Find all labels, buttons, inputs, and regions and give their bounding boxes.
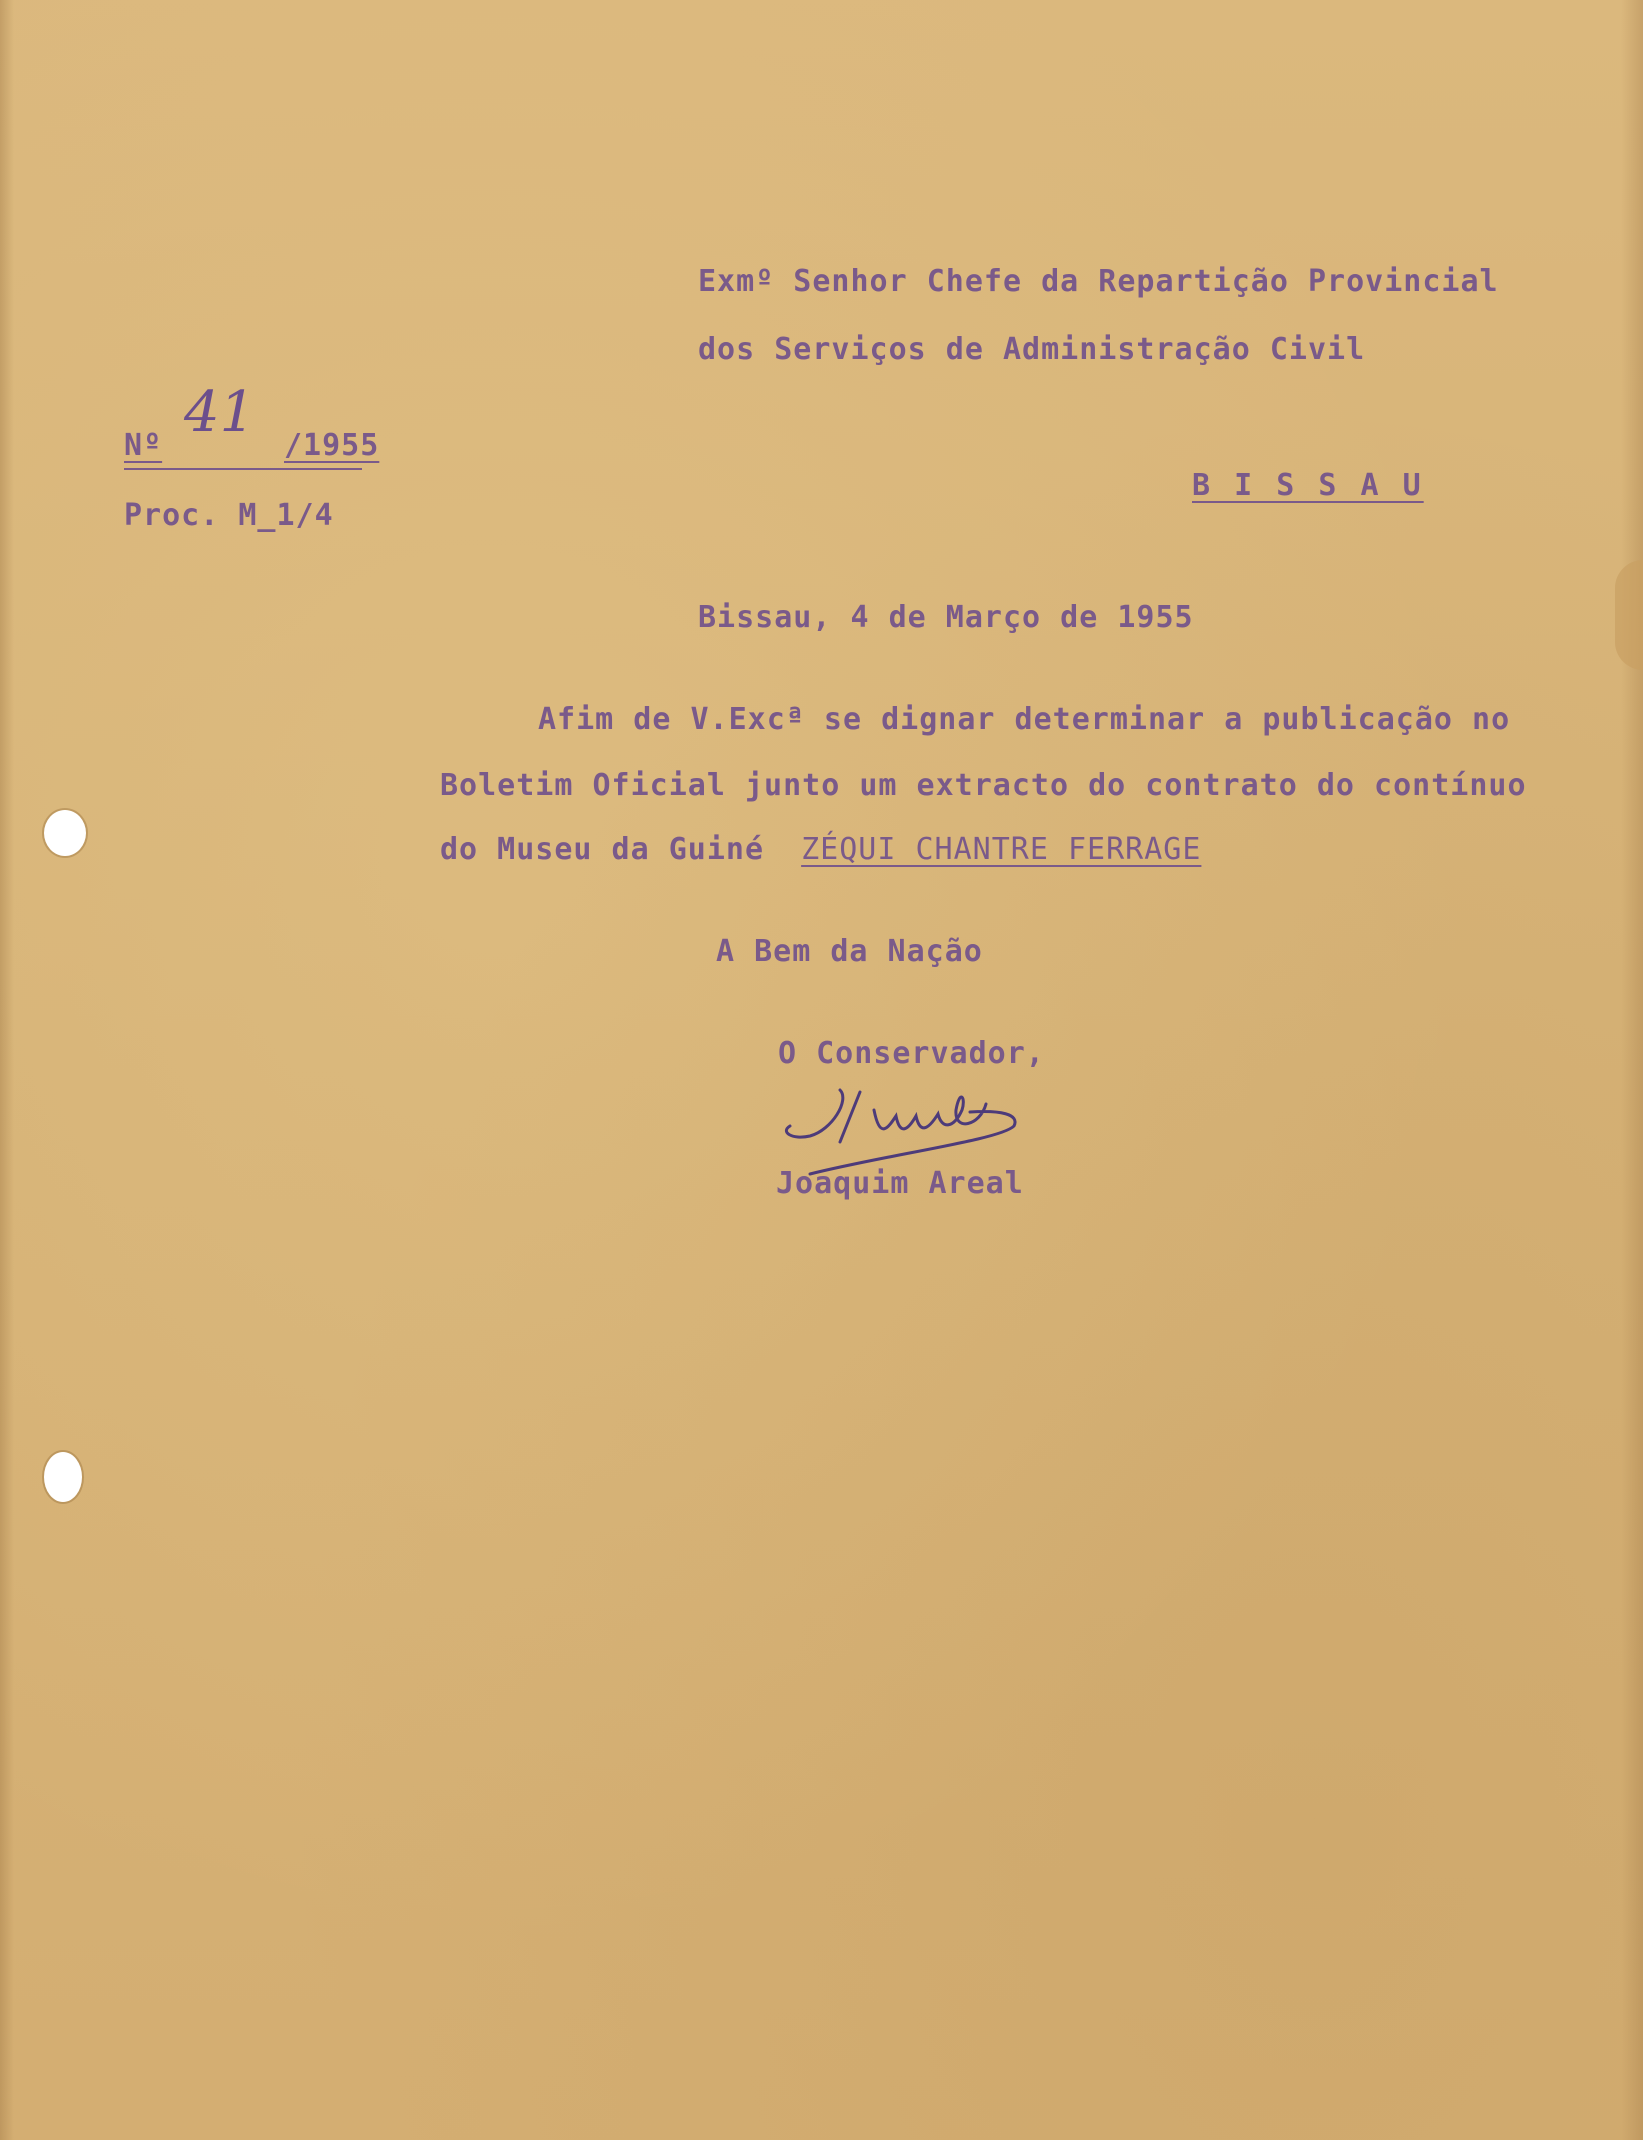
addressee-line-2: dos Serviços de Administração Civil [698,332,1366,367]
employee-name: ZÉQUI CHANTRE FERRAGE [801,832,1202,867]
punch-hole-top [44,810,86,856]
punch-hole-bottom [44,1452,82,1502]
body-line-3-prefix: do Museu da Guiné [440,832,765,867]
body-line-1: Afim de V.Excª se dignar determinar a publicação no [538,702,1511,737]
paper-edge-right [1621,0,1643,2140]
paper-edge-left [0,0,14,2140]
process-reference: Proc. M_1/4 [124,498,334,533]
reference-number-prefix: Nº [124,428,163,463]
body-line-3 [440,832,1201,867]
paper-tear [1615,560,1643,670]
closing-salutation: A Bem da Nação [716,934,983,969]
body-line-2: Boletim Oficial junto um extracto do contrato do contínuo [440,768,1527,803]
reference-number-year: /1955 [284,428,380,463]
city-heading: B I S S A U [1192,468,1424,503]
reference-underline [124,468,362,470]
addressee-line-1: Exmº Senhor Chefe da Repartição Provincial [698,264,1499,299]
reference-number-handwritten: 41 [184,380,256,445]
reference-number [124,380,380,463]
signature-image [770,1070,1070,1180]
signatory-name: Joaquim Areal [776,1166,1024,1201]
signatory-title: O Conservador, [778,1036,1045,1071]
date-line: Bissau, 4 de Março de 1955 [698,600,1194,635]
